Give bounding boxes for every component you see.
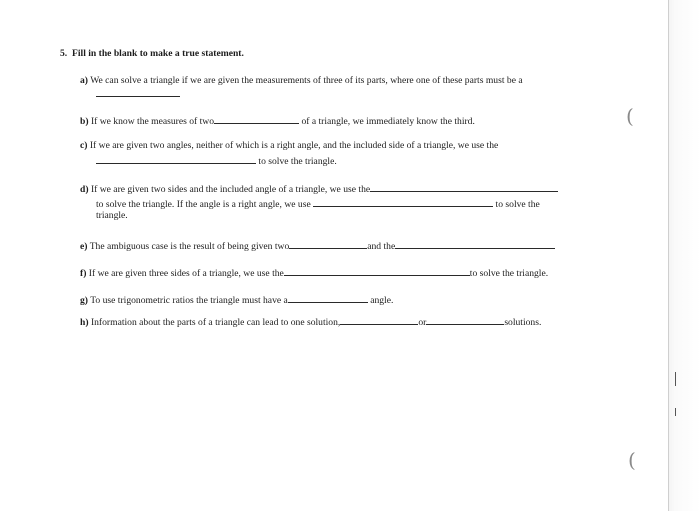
item-e-mid: and the (367, 241, 396, 252)
item-d-line2b: to solve the (495, 199, 540, 210)
item-d-text: If we are given two sides and the included angle of a triangle, we use the (90, 184, 371, 195)
item-b (80, 115, 475, 128)
item-g-pre: To use trigonometric ratios the triangle must have a (90, 295, 288, 306)
item-h-pre: Information about the parts of a triangle can lead to one solution, (90, 317, 341, 328)
item-e-pre: The ambiguous case is the result of being given two (89, 241, 290, 252)
page-edge-strip (668, 0, 700, 511)
item-g (80, 294, 393, 307)
item-d-row3 (96, 210, 128, 222)
blank-e2[interactable] (395, 240, 555, 249)
item-c-line2: to solve the triangle. (258, 156, 337, 167)
margin-paren-bottom: ( (628, 448, 636, 472)
blank-d1[interactable] (370, 183, 558, 192)
blank-b1[interactable] (214, 115, 299, 124)
edge-tick-mark (675, 372, 676, 386)
item-b-pre: If we know the measures of two (90, 116, 215, 127)
item-d-row2 (96, 198, 540, 211)
blank-a1[interactable] (96, 88, 180, 97)
blank-e1[interactable] (289, 240, 367, 249)
item-c-row2 (96, 155, 337, 168)
blank-f1[interactable] (284, 267, 470, 276)
item-h-post: solutions. (504, 317, 542, 328)
item-c (80, 140, 498, 152)
item-c-text: If we are given two angles, neither of which is a right angle, and the included side of a triangle, we use the (89, 140, 499, 151)
item-d-line2a: to solve the triangle. If the angle is a right angle, we use (96, 199, 311, 210)
question-header (60, 48, 244, 60)
item-a (80, 75, 523, 87)
item-c-label: c) (80, 140, 88, 151)
question-number: 5. (60, 48, 68, 59)
item-g-post: angle. (370, 295, 394, 306)
item-a-text: We can solve a triangle if we are given the measurements of three of its parts, where one of these parts must be a (90, 75, 523, 86)
question-title: Fill in the blank to make a true statement. (72, 48, 244, 59)
item-b-label: b) (80, 116, 89, 127)
margin-paren-top: ( (626, 104, 634, 128)
blank-d2[interactable] (313, 198, 493, 207)
item-a-label: a) (80, 75, 88, 86)
blank-c1[interactable] (96, 155, 256, 164)
item-d-label: d) (80, 184, 89, 195)
item-d-line3: triangle. (96, 210, 128, 221)
item-f (80, 267, 548, 280)
item-f-pre: If we are given three sides of a triangle, we use the (88, 268, 284, 279)
item-h-mid: or (418, 317, 427, 328)
item-e-label: e) (80, 241, 88, 252)
item-b-post: of a triangle, we immediately know the third. (301, 116, 475, 127)
item-f-post: to solve the triangle. (469, 268, 549, 279)
item-h (80, 316, 541, 329)
item-a-answer-row (96, 88, 180, 101)
blank-h1[interactable] (340, 316, 418, 325)
item-d (80, 183, 558, 196)
item-f-label: f) (80, 268, 87, 279)
blank-g1[interactable] (288, 294, 368, 303)
blank-h2[interactable] (426, 316, 504, 325)
item-e (80, 240, 555, 253)
item-h-label: h) (80, 317, 89, 328)
item-g-label: g) (80, 295, 88, 306)
edge-tick-mark (675, 408, 676, 416)
